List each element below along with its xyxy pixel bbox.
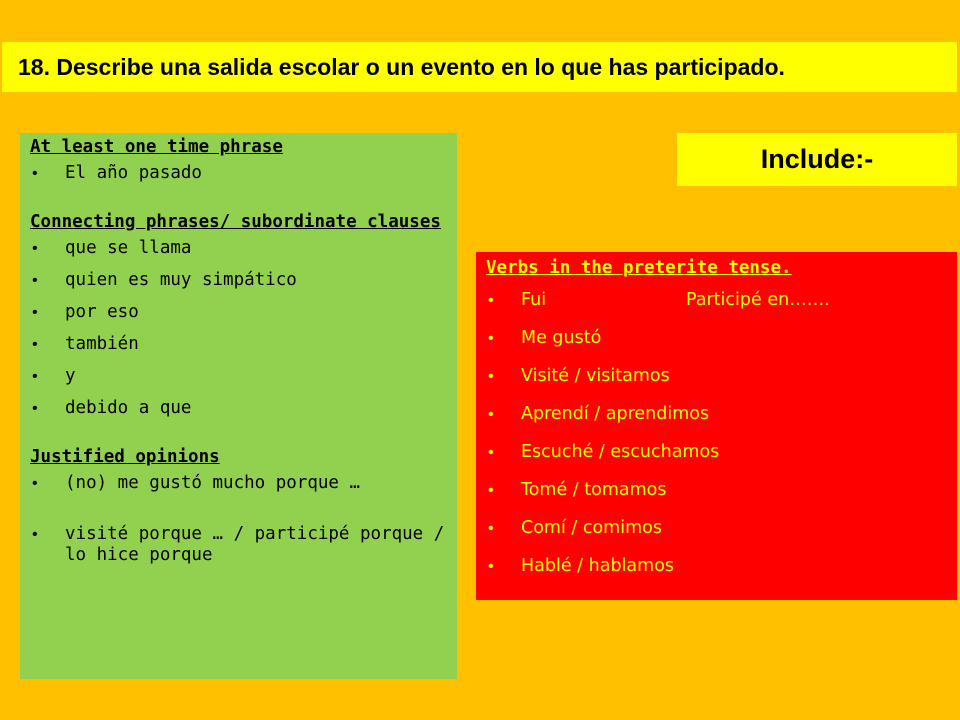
time-phrase-heading: At least one time phrase [30,137,283,157]
list-item: • y [32,366,76,386]
include-label: Include:- [760,144,874,174]
verb-participe: Participé en……. [686,290,830,310]
list-item: • El año pasado [32,163,202,183]
list-item: • también [32,334,139,354]
bullet-icon: • [32,272,38,289]
bullet-icon: • [32,526,38,543]
connecting-phrases-heading: Connecting phrases/ subordinate clauses [30,212,441,232]
include-banner [677,133,957,186]
list-item: • por eso [32,302,139,322]
verb-fui: Fui [521,290,547,310]
slide-title: 18. Describe una salida escolar o un evento en lo que has participado. [18,53,785,80]
bullet-icon: • [488,444,494,461]
time-phrase-list [30,163,457,184]
list-item: • visité porque … / participé porque / lo hice porque [32,524,445,565]
preterite-heading: Verbs in the preterite tense. [486,258,792,278]
bullet-icon: • [488,292,494,309]
list-item: • Hablé / hablamos [488,556,675,576]
list-item: • que se llama [32,238,192,258]
bullet-icon: • [488,482,494,499]
list-item [486,290,957,311]
bullet-icon: • [32,336,38,353]
green-panel [20,133,457,679]
bullet-icon: • [32,400,38,417]
justified-opinions-list [30,473,457,566]
list-item: • Visité / visitamos [488,366,670,386]
list-item: • debido a que [32,398,192,418]
list-item: • Aprendí / aprendimos [488,404,710,424]
title-banner [2,42,957,92]
bullet-icon: • [32,165,38,182]
red-panel [476,252,957,600]
bullet-icon: • [488,520,494,537]
list-item: • Escuché / escuchamos [488,442,720,462]
bullet-icon: • [488,558,494,575]
justified-opinions-heading: Justified opinions [30,447,220,467]
bullet-icon: • [32,240,38,257]
bullet-icon: • [488,368,494,385]
bullet-icon: • [32,304,38,321]
list-item: • quien es muy simpático [32,270,297,290]
list-item: • Tomé / tomamos [488,480,667,500]
bullet-icon: • [32,368,38,385]
bullet-icon: • [488,406,494,423]
bullet-icon: • [488,330,494,347]
preterite-verb-list [486,290,957,577]
list-item: • Me gustó [488,328,602,348]
list-item: • Comí / comimos [488,518,662,538]
bullet-icon: • [32,475,38,492]
list-item: • (no) me gustó mucho porque … [32,473,361,493]
connecting-phrases-list [30,238,457,419]
